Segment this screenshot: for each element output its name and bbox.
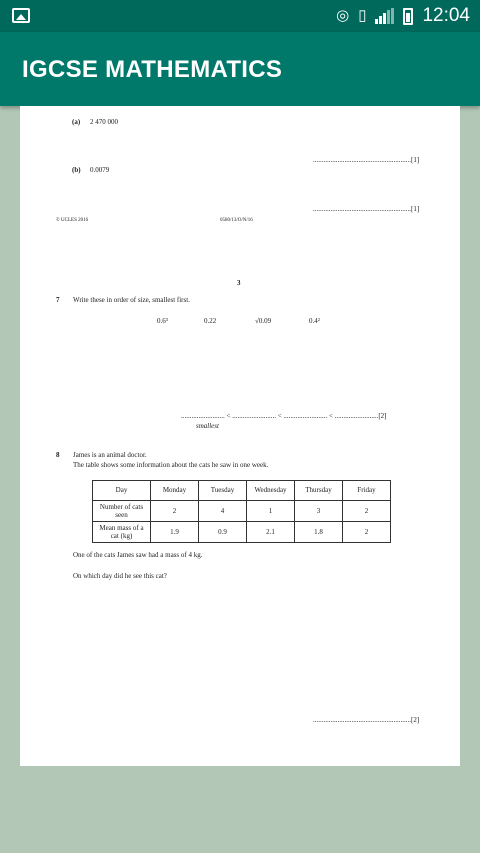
q7-smallest-label: smallest [196, 422, 219, 430]
table-row-label: Mean mass of a cat (kg) [93, 522, 151, 543]
table-header-cell: Friday [343, 481, 391, 501]
vibrate-icon: ▯ [358, 7, 367, 24]
q7-text: Write these in order of size, smallest first. [73, 296, 190, 304]
hotspot-icon: ◎ [336, 7, 350, 24]
q8-number: 8 [56, 451, 60, 459]
table-cell: 0.9 [199, 522, 247, 543]
signal-icon [375, 8, 394, 24]
q8-line-1: James is an animal doctor. [73, 451, 147, 459]
part-a-label: (a) [72, 118, 81, 126]
table-header-cell: Day [93, 481, 151, 501]
q7-answer-line: ......................... < ......................... < ......................... < .........................[2] [181, 412, 387, 420]
q7-number: 7 [56, 296, 60, 304]
part-b-label: (b) [72, 166, 81, 174]
footer-code: 0580/13/O/N/16 [220, 218, 253, 223]
q7-value-3: √0.09 [255, 317, 272, 325]
table-cell: 1 [247, 501, 295, 522]
table-cell: 4 [199, 501, 247, 522]
status-time: 12:04 [422, 5, 470, 26]
battery-icon [403, 8, 413, 25]
q7-value-2: 0.22 [204, 317, 217, 325]
table-header-cell: Thursday [295, 481, 343, 501]
table-cell: 3 [295, 501, 343, 522]
answer-line-a: ........................................................[1] [313, 156, 420, 164]
table-cell: 2 [343, 501, 391, 522]
page-number: 3 [237, 279, 241, 287]
table-cell: 2 [343, 522, 391, 543]
table-row [93, 522, 391, 543]
q8-line-2: The table shows some information about the cats he saw in one week. [73, 461, 269, 469]
table-row-label: Number of cats seen [93, 501, 151, 522]
table-header-cell: Tuesday [199, 481, 247, 501]
app-title: IGCSE MATHEMATICS [22, 56, 283, 83]
q8-text-1: One of the cats James saw had a mass of 4 kg. [73, 551, 203, 559]
answer-line-b: ........................................................[1] [313, 205, 420, 213]
part-a-value: 2 470 000 [90, 118, 118, 126]
image-notification-icon [12, 8, 30, 23]
q8-text-2: On which day did he see this cat? [73, 572, 167, 580]
table-cell: 1.9 [151, 522, 199, 543]
app-bar [0, 32, 480, 106]
q7-value-4: 0.4² [309, 317, 320, 325]
part-b-value: 0.0079 [90, 166, 110, 174]
footer-copyright: © UCLES 2016 [56, 218, 89, 223]
table-cell: 2 [151, 501, 199, 522]
table-header-cell: Monday [151, 481, 199, 501]
status-bar [0, 0, 480, 32]
table-header-row [93, 481, 391, 501]
q7-value-1: 0.6³ [157, 317, 168, 325]
table-row [93, 501, 391, 522]
table-cell: 2.1 [247, 522, 295, 543]
table-header-cell: Wednesday [247, 481, 295, 501]
cats-table [92, 480, 391, 543]
q8-answer-line: ........................................................[2] [313, 716, 420, 724]
table-cell: 1.8 [295, 522, 343, 543]
document-page[interactable] [20, 106, 460, 766]
